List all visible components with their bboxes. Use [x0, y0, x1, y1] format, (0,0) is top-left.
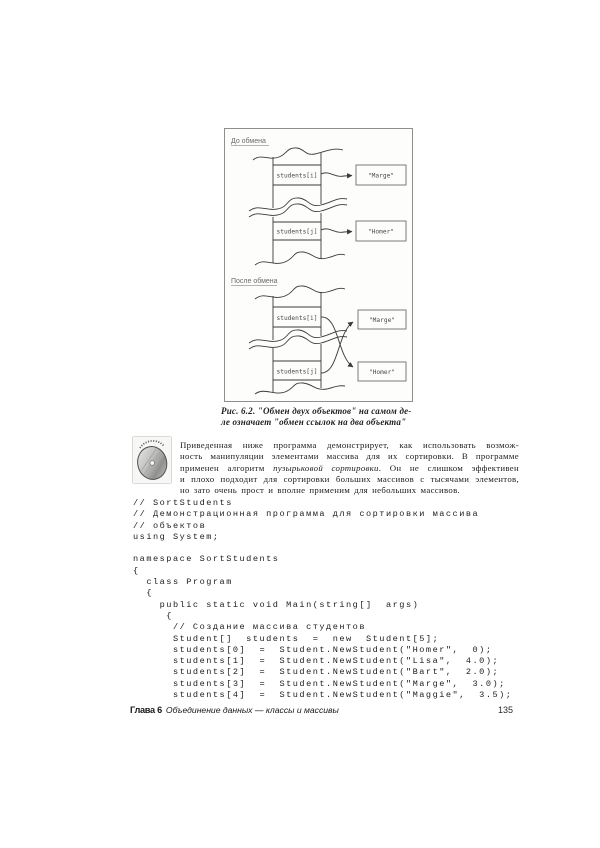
running-footer [130, 705, 490, 715]
code-line: using System; [133, 531, 220, 542]
note-line: и плохо подходит для сортировки больших массивов с тысячами элементов, [180, 474, 519, 485]
cd-icon-graphic [132, 436, 172, 484]
code-line: students[3] = Student.NewStudent("Marge", 3.0); [133, 678, 506, 689]
code-line: class Program [133, 577, 233, 588]
note-line [180, 463, 519, 474]
torn-break [249, 204, 347, 217]
note-line: Приведенная ниже программа демонстрирует, как использовать возмож- [180, 440, 519, 450]
note-line: ность манипуляции элементами массива для их сортировки. В программе [180, 451, 519, 462]
code-line: namespace SortStudents [133, 554, 280, 565]
figure-caption-line1: Рис. 6.2. "Обмен двух объектов" на самом де- [221, 406, 412, 416]
code-line: public static void Main(string[] args) [133, 599, 420, 610]
footer-chapter: Глава 6 [130, 705, 162, 715]
figure-caption [221, 406, 443, 428]
code-line: { [133, 588, 153, 599]
torn-break [249, 336, 347, 349]
code-line: // Создание массива студентов [133, 622, 366, 633]
code-line: // SortStudents [133, 498, 233, 508]
reference-arrow-i [321, 173, 352, 176]
note-line-part: . Он не слишком эффективен [378, 462, 519, 473]
code-line: { [133, 565, 140, 576]
code-line: Student[] students = new Student[5]; [133, 633, 440, 644]
note-line: но зато очень прост и вполне применим для небольших массивов. [180, 485, 461, 496]
code-listing [133, 498, 533, 701]
object-label-marge: "Marge" [368, 317, 396, 324]
torn-break [249, 198, 347, 211]
figure-6-2 [224, 128, 413, 402]
cell-label-students-j: students[j] [276, 228, 318, 236]
code-line [133, 543, 533, 554]
code-line: students[2] = Student.NewStudent("Bart", 2.0); [133, 667, 500, 678]
object-label-homer: "Homer" [367, 228, 395, 236]
swap-diagram [225, 129, 410, 399]
figure-caption-line2: ле означает "обмен ссылок на два объекта" [221, 416, 407, 427]
cell-label-students-i: students[i] [276, 172, 318, 180]
crossed-arrow-j-to-marge [321, 322, 353, 373]
code-line: // Демонстрационная программа для сортировки массива [133, 509, 480, 520]
note-term-italic: пузырьковой сортировки [273, 462, 379, 473]
code-line: // объектов [133, 520, 207, 531]
torn-edge-top [255, 286, 345, 299]
cell-label-students-i: students[i] [276, 315, 318, 322]
object-label-marge: "Marge" [367, 172, 395, 180]
panel-after [231, 286, 406, 395]
panel-after-label: После обмена [231, 278, 278, 285]
panel-before [231, 146, 406, 266]
torn-edge-bottom [255, 383, 345, 394]
note-line-part: применен алгоритм [180, 462, 274, 473]
panel-before-label: До обмена [231, 138, 266, 145]
note-paragraph [180, 440, 519, 497]
code-line: students[4] = Student.NewStudent("Maggie", 3.5); [133, 690, 513, 701]
code-line: students[0] = Student.NewStudent("Homer", 0); [133, 644, 493, 655]
page-number: 135 [497, 705, 513, 715]
cell-label-students-j: students[j] [276, 368, 318, 376]
cd-icon [132, 436, 172, 484]
torn-edge-bottom [255, 252, 345, 265]
footer-section-title: Объединение данных — классы и массивы [165, 705, 339, 715]
torn-edge-top [253, 148, 343, 160]
torn-break [249, 330, 347, 343]
reference-arrow-j [321, 229, 352, 232]
code-line: { [133, 610, 173, 621]
object-label-homer: "Homer" [368, 369, 396, 376]
code-line: students[1] = Student.NewStudent("Lisa", 4.0); [133, 656, 500, 667]
